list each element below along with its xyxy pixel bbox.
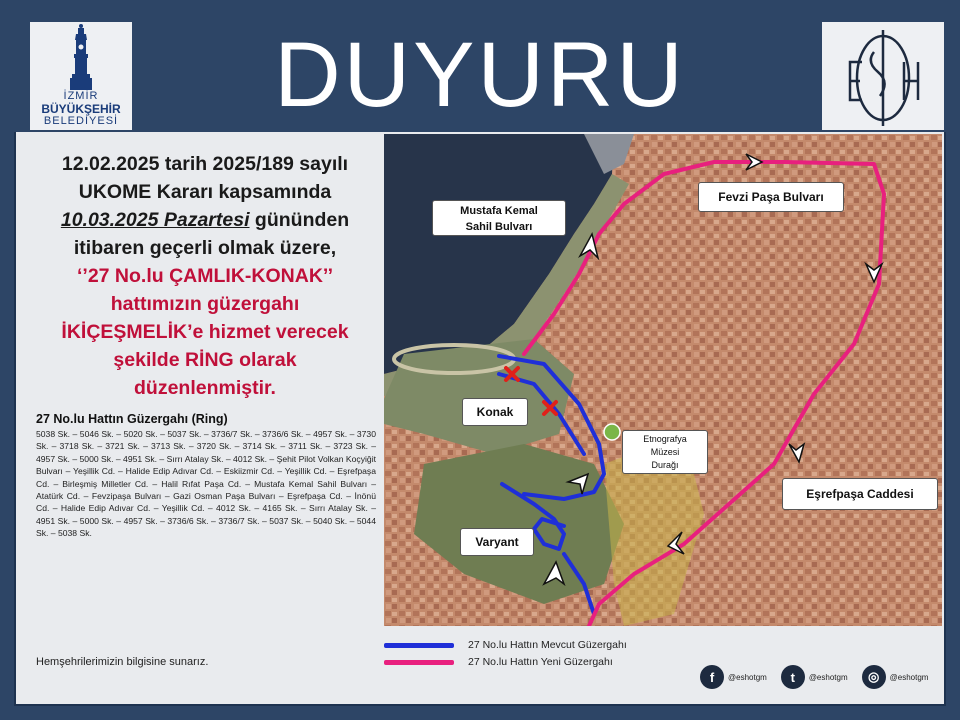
izmir-buyuksehir-logo: [30, 22, 132, 130]
announcement-line: UKOME Kararı kapsamında: [78, 181, 332, 203]
route-name: ‘’27 No.lu ÇAMLIK-KONAK’’: [76, 265, 334, 287]
legend-current-label: 27 No.lu Hattın Mevcut Güzergahı: [468, 639, 627, 651]
label-etnografya: [622, 430, 708, 474]
announcement-panel: [30, 150, 380, 690]
logo-left-line3: BELEDİYESİ: [43, 115, 119, 127]
social-handle: @eshotgm: [808, 672, 848, 682]
logo-left-line2: BÜYÜKŞEHİR: [41, 102, 121, 116]
announcement-line-rest: gününden: [249, 209, 350, 231]
social-links: [700, 662, 940, 692]
label-fevzi-pasa: Fevzi Paşa Bulvarı: [698, 182, 844, 212]
label-varyant: Varyant: [460, 528, 534, 556]
route-map: [384, 134, 942, 626]
social-instagram[interactable]: [862, 665, 929, 689]
announcement-line: itibaren geçerli olmak üzere,: [73, 237, 337, 259]
announcement-line: [30, 206, 380, 234]
route-streets: 5038 Sk. – 5046 Sk. – 5020 Sk. – 5037 Sk. – 3736/7 Sk. – 3736/6 Sk. – 4957 Sk. – 3730 Sk. – 3718 Sk. – 3721 Sk. – 3713 Sk. – 3720 Sk. – 3714 Sk. – 3711 Sk. – 3723 Sk. – 4957 Sk. – 5000 Sk. – 4951 Sk. – Sırrı Atalay Sk. – 4012 Sk. – Şehit Pilot Volkan Koçyiğit Bulvarı – Yeşillik Cd. – Halide Edip Adıvar Cd. – Eskiizmir Cd. – Yeşillik Cd. – Eşrefpaşa Cd. – Birleşmiş Milletler Cd. – Halil Rıfat Paşa Cd. – Mustafa Kemal Sahil Bulvarı – Atatürk Cd. – Fevzipaşa Bulvarı – Gazi Osman Paşa Bulvarı – Eşrefpaşa Cd. – İnönü Cd. – Halide Edip Adıvar Cd. – Yeşillik Cd. – 4012 Sk. – 4165 Sk. – Sırrı Atalay Sk. – 4951 Sk. – 5000 Sk. – 4957 Sk. – 3736/6 Sk. – 3736/7 Sk. – 5037 Sk. – 5040 Sk. – 5044 Sk. – 5038 Sk.: [36, 429, 376, 539]
legend-new-label: 27 No.lu Hattın Yeni Güzergahı: [468, 656, 613, 668]
label-mustafa-kemal: [432, 200, 566, 236]
legend-new: [384, 655, 613, 669]
footer-note: Hemşehrilerimizin bilgisine sunarız.: [36, 656, 209, 668]
bus-stop-marker: [604, 424, 620, 440]
logo-left-line1: İZMİR: [63, 90, 99, 102]
clock-tower-icon: [30, 22, 132, 92]
instagram-icon: ◎: [862, 665, 886, 689]
effective-date: 10.03.2025 Pazartesi: [60, 209, 250, 231]
announcement-text: [30, 150, 380, 402]
label-line: Sahil Bulvarı: [465, 221, 533, 233]
legend-new-swatch: [384, 660, 454, 665]
announcement-line: şekilde RİNG olarak: [113, 349, 297, 371]
legend-current-swatch: [384, 643, 454, 648]
social-twitter[interactable]: [781, 665, 848, 689]
page-title: DUYURU: [274, 24, 686, 126]
social-handle: @eshotgm: [728, 672, 767, 682]
legend-current: [384, 638, 627, 652]
label-konak: Konak: [462, 398, 528, 426]
social-facebook[interactable]: [700, 665, 767, 689]
twitter-icon: t: [781, 665, 805, 689]
announcement-line: düzenlenmiştir.: [134, 377, 276, 399]
announcement-line: hattımızın güzergahı: [110, 293, 300, 315]
announcement-line: 12.02.2025 tarih 2025/189 sayılı: [61, 153, 349, 175]
label-esrefpasa: Eşrefpaşa Caddesi: [782, 478, 938, 510]
announcement-line: İKİÇEŞMELİK’e hizmet verecek: [61, 321, 349, 343]
social-handle: @eshotgm: [889, 672, 929, 682]
facebook-icon: f: [700, 665, 724, 689]
label-line: Mustafa Kemal: [460, 205, 538, 217]
eshot-logo: [822, 22, 944, 130]
label-line: Müzesi: [650, 447, 680, 457]
label-line: Etnografya: [643, 434, 687, 444]
route-title: 27 No.lu Hattın Güzergahı (Ring): [36, 412, 228, 426]
label-line: Durağı: [651, 460, 679, 470]
